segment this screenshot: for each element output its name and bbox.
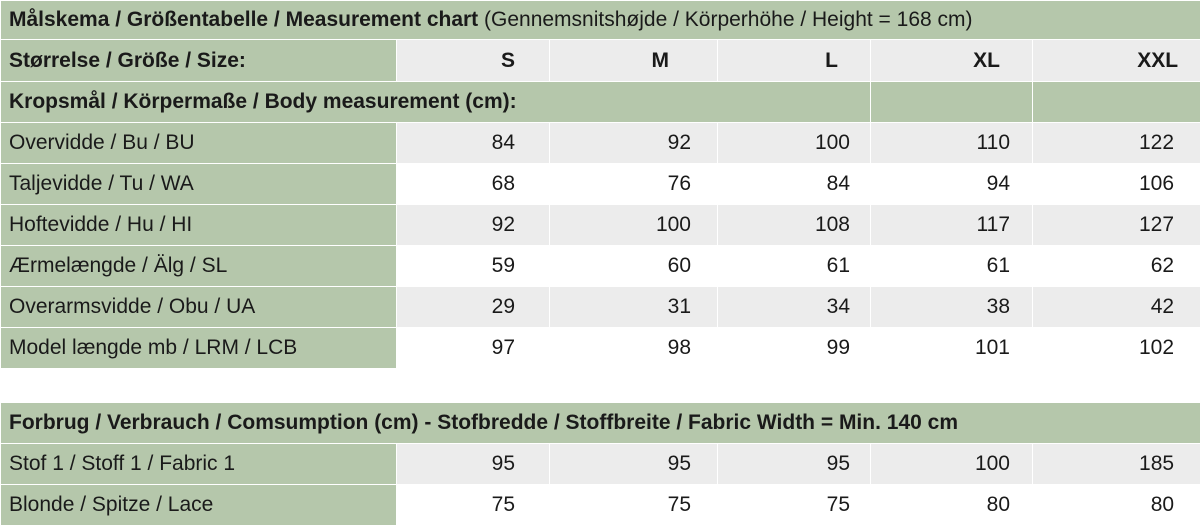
chart-subtitle: (Gennemsnitshøjde / Körperhöhe / Height = 168 cm)	[484, 8, 973, 31]
row-label: Taljevidde / Tu / WA	[1, 164, 397, 205]
cell-size-xl: 117	[871, 205, 1033, 246]
cell-size-xl: 38	[871, 287, 1033, 328]
cell-size-s: 84	[397, 123, 550, 164]
row-label: Overvidde / Bu / BU	[1, 123, 397, 164]
cell-size-xxl: 106	[1033, 164, 1200, 205]
row-label: Overarmsvidde / Obu / UA	[1, 287, 397, 328]
cell-size-l: 108	[718, 205, 871, 246]
body-section-filler	[871, 82, 1033, 123]
table-row	[1, 444, 1200, 485]
cell-size-l: 100	[718, 123, 871, 164]
cell-size-m: 98	[550, 328, 718, 369]
table-gap	[0, 371, 1200, 402]
body-rows	[1, 123, 1200, 369]
cell-size-l: 84	[718, 164, 871, 205]
body-section-filler	[1033, 82, 1200, 123]
chart-title: Målskema / Größentabelle / Measurement chart	[9, 8, 479, 31]
cell-size-s: 59	[397, 246, 550, 287]
consumption-table	[0, 402, 1200, 526]
cell-size-m: 100	[550, 205, 718, 246]
chart-header	[1, 1, 1200, 40]
table-row	[1, 287, 1200, 328]
cell-size-xl: 100	[871, 444, 1033, 485]
size-row	[1, 40, 1200, 82]
table-row	[1, 164, 1200, 205]
cell-size-m: 95	[550, 444, 718, 485]
cell-size-m: 60	[550, 246, 718, 287]
cell-size-s: 68	[397, 164, 550, 205]
cell-size-s: 97	[397, 328, 550, 369]
row-label: Ærmelængde / Älg / SL	[1, 246, 397, 287]
table-row	[1, 205, 1200, 246]
cell-size-xl: 61	[871, 246, 1033, 287]
cell-size-xl: 110	[871, 123, 1033, 164]
cell-size-xxl: 185	[1033, 444, 1200, 485]
table-row	[1, 328, 1200, 369]
cell-size-l: 34	[718, 287, 871, 328]
cell-size-m: 31	[550, 287, 718, 328]
cell-size-l: 61	[718, 246, 871, 287]
consumption-rows	[1, 444, 1200, 526]
cell-size-m: 92	[550, 123, 718, 164]
cell-size-m: 75	[550, 485, 718, 526]
cell-size-xl: 94	[871, 164, 1033, 205]
body-section-row	[1, 82, 1200, 123]
size-m: M	[550, 40, 718, 82]
row-label: Blonde / Spitze / Lace	[1, 485, 397, 526]
cell-size-s: 75	[397, 485, 550, 526]
cell-size-s: 92	[397, 205, 550, 246]
cell-size-l: 75	[718, 485, 871, 526]
consumption-section-row	[1, 403, 1200, 444]
table-row	[1, 246, 1200, 287]
cell-size-m: 76	[550, 164, 718, 205]
cell-size-s: 95	[397, 444, 550, 485]
cell-size-l: 99	[718, 328, 871, 369]
cell-size-xxl: 127	[1033, 205, 1200, 246]
cell-size-xxl: 102	[1033, 328, 1200, 369]
consumption-section-title: Forbrug / Verbrauch / Comsumption (cm) - Stofbredde / Stoffbreite / Fabric Width = Min. 140 cm	[1, 403, 1200, 444]
cell-size-xxl: 122	[1033, 123, 1200, 164]
cell-size-s: 29	[397, 287, 550, 328]
size-xl: XL	[871, 40, 1033, 82]
cell-size-xxl: 80	[1033, 485, 1200, 526]
cell-size-xxl: 62	[1033, 246, 1200, 287]
table-row	[1, 485, 1200, 526]
row-label: Model længde mb / LRM / LCB	[1, 328, 397, 369]
cell-size-xl: 101	[871, 328, 1033, 369]
row-label: Hoftevidde / Hu / HI	[1, 205, 397, 246]
cell-size-l: 95	[718, 444, 871, 485]
chart-header-row	[1, 1, 1200, 40]
table-row	[1, 123, 1200, 164]
size-label: Størrelse / Größe / Size:	[1, 40, 397, 82]
body-section-title: Kropsmål / Körpermaße / Body measurement (cm):	[1, 82, 871, 123]
size-xxl: XXL	[1033, 40, 1200, 82]
size-s: S	[397, 40, 550, 82]
cell-size-xxl: 42	[1033, 287, 1200, 328]
cell-size-xl: 80	[871, 485, 1033, 526]
size-l: L	[718, 40, 871, 82]
row-label: Stof 1 / Stoff 1 / Fabric 1	[1, 444, 397, 485]
